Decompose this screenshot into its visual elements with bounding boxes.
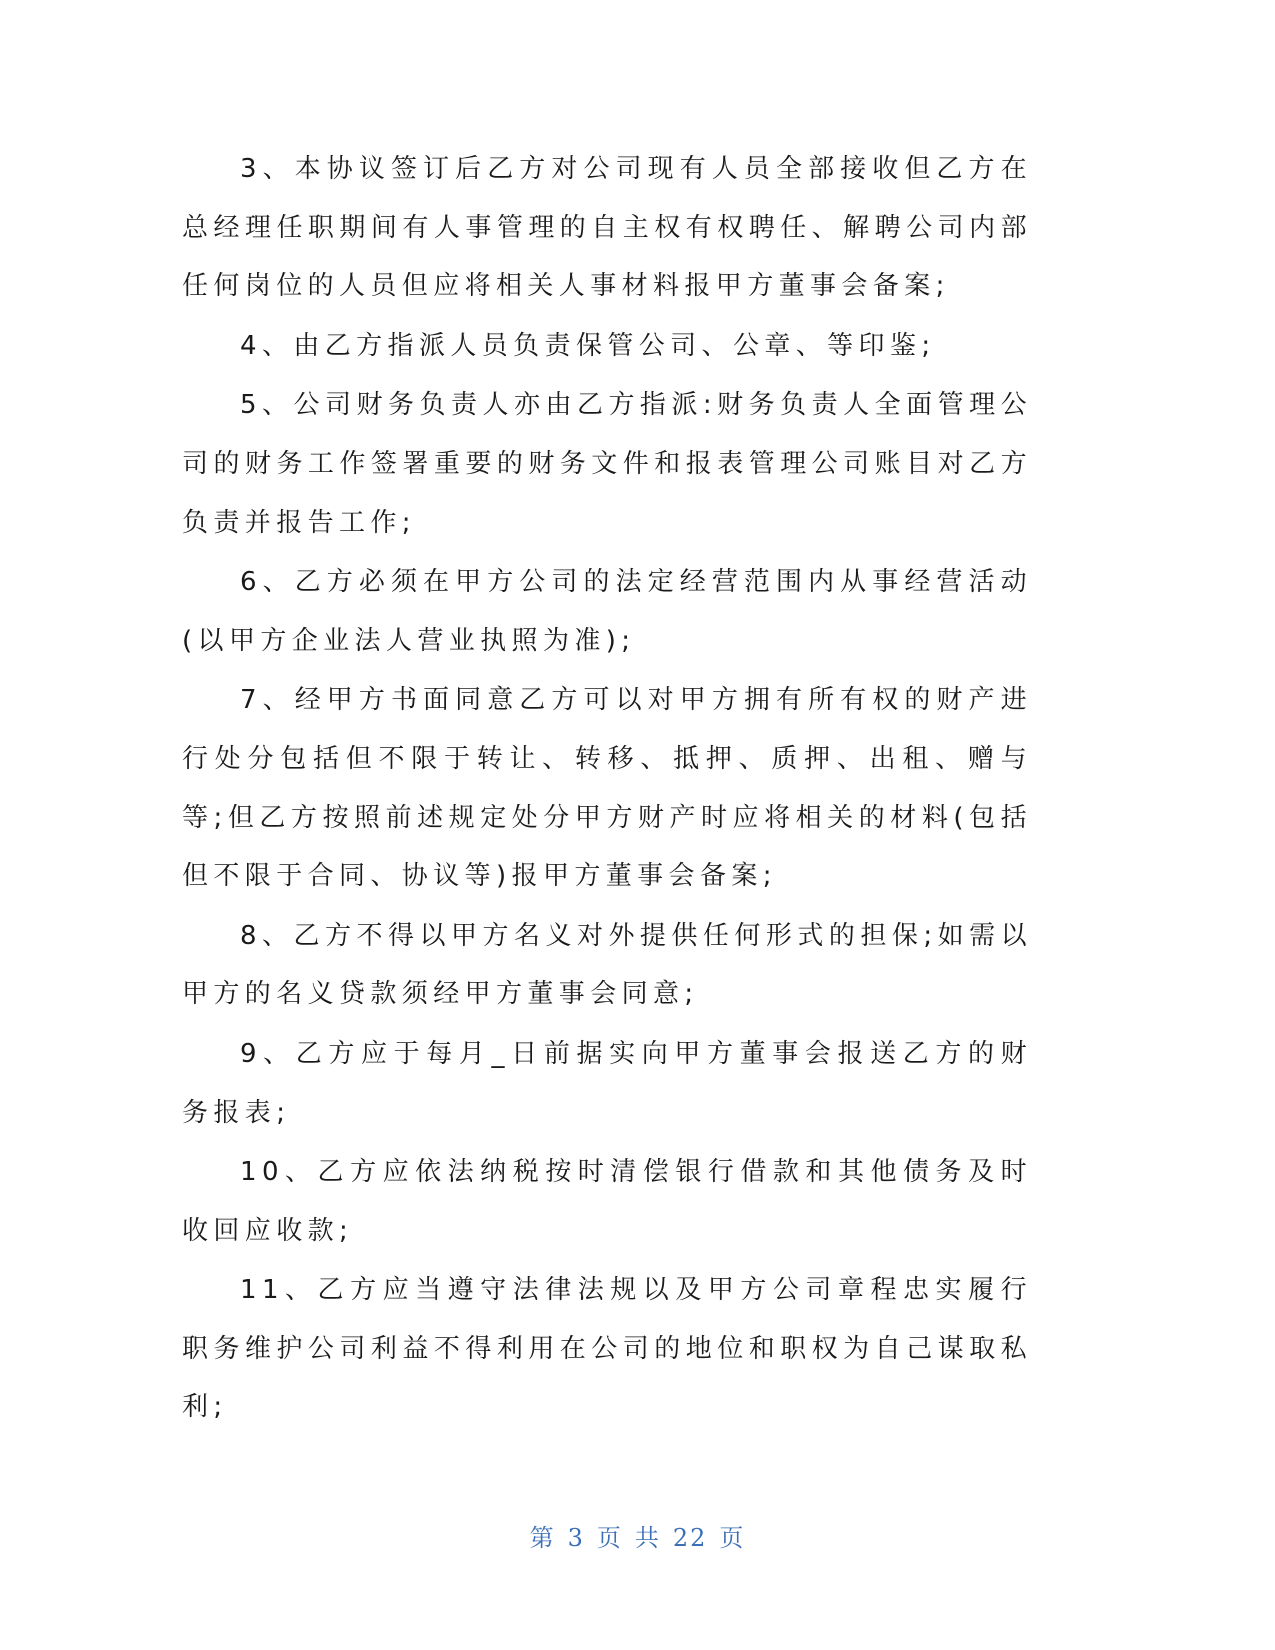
footer-total-pages: 22 bbox=[672, 1524, 708, 1552]
clause-4: 4、由乙方指派人员负责保管公司、公章、等印鉴; bbox=[240, 330, 936, 361]
clause-8: 8、乙方不得以甲方名义对外提供任何形式的担保;如需以甲方的名义贷款须经甲方董事会同意; bbox=[182, 920, 1032, 1010]
footer-suffix: 页 bbox=[719, 1524, 746, 1552]
clause-3: 3、本协议签订后乙方对公司现有人员全部接收但乙方在总经理任职期间有人事管理的自主权有权聘任、解聘公司内部任何岗位的人员但应将相关人事材料报甲方董事会备案; bbox=[182, 154, 1032, 302]
footer-current-page: 3 bbox=[567, 1524, 585, 1552]
clause-6: 6、乙方必须在甲方公司的法定经营范围内从事经营活动(以甲方企业法人营业执照为准); bbox=[182, 567, 1032, 656]
clause-9: 9、乙方应于每月_日前据实向甲方董事会报送乙方的财务报表; bbox=[182, 1038, 1032, 1128]
footer-page-unit: 页 bbox=[596, 1524, 623, 1552]
clause-10: 10、乙方应依法纳税按时清偿银行借款和其他债务及时收回应收款; bbox=[182, 1157, 1032, 1246]
page-number-footer bbox=[0, 1518, 1275, 1553]
clause-7: 7、经甲方书面同意乙方可以对甲方拥有所有权的财产进行处分包括但不限于转让、转移、抵押、质押、出租、赠与等;但乙方按照前述规定处分甲方财产时应将相关的材料(包括但不限于合同、协议等)报甲方董事会备案; bbox=[182, 685, 1032, 892]
clause-11: 11、乙方应当遵守法律法规以及甲方公司章程忠实履行职务维护公司利益不得利用在公司的地位和职权为自己谋取私利; bbox=[182, 1275, 1032, 1423]
clause-5: 5、公司财务负责人亦由乙方指派:财务负责人全面管理公司的财务工作签署重要的财务文件和报表管理公司账目对乙方负责并报告工作; bbox=[182, 390, 1032, 538]
footer-prefix: 第 bbox=[529, 1524, 556, 1552]
document-body bbox=[182, 140, 1032, 1438]
footer-total-label: 共 bbox=[634, 1524, 661, 1552]
